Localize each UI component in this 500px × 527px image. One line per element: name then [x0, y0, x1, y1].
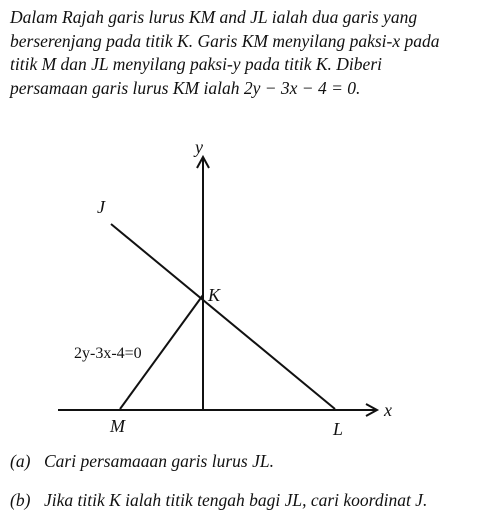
- question-a: [10, 451, 274, 472]
- question-a-text: Cari persamaaan garis lurus JL.: [44, 451, 274, 471]
- point-label-l: L: [333, 419, 344, 439]
- statement-line: persamaan garis lurus KM ialah 2y − 3x − 4 = 0.: [10, 77, 361, 98]
- question-b: [10, 490, 427, 511]
- statement-line: Dalam Rajah garis lurus KM and JL ialah dua garis yang: [10, 7, 418, 27]
- point-label-m: M: [110, 416, 125, 436]
- question-b-label: (b): [10, 490, 31, 510]
- statement-line: titik M dan JL menyilang paksi-y pada titik K. Diberi: [10, 54, 382, 74]
- y-axis-label: y: [195, 137, 203, 157]
- point-label-k: K: [208, 285, 221, 305]
- statement-line: berserenjang pada titik K. Garis KM menyilang paksi-x pada: [10, 30, 440, 51]
- point-label-j: J: [97, 197, 105, 217]
- question-b-text: Jika titik K ialah titik tengah bagi JL, cari koordinat J.: [44, 490, 428, 510]
- km-equation-label: 2y-3x-4=0: [74, 345, 142, 362]
- x-axis-label: x: [384, 400, 392, 420]
- question-a-label: (a): [10, 451, 31, 471]
- line-jl: [111, 224, 335, 409]
